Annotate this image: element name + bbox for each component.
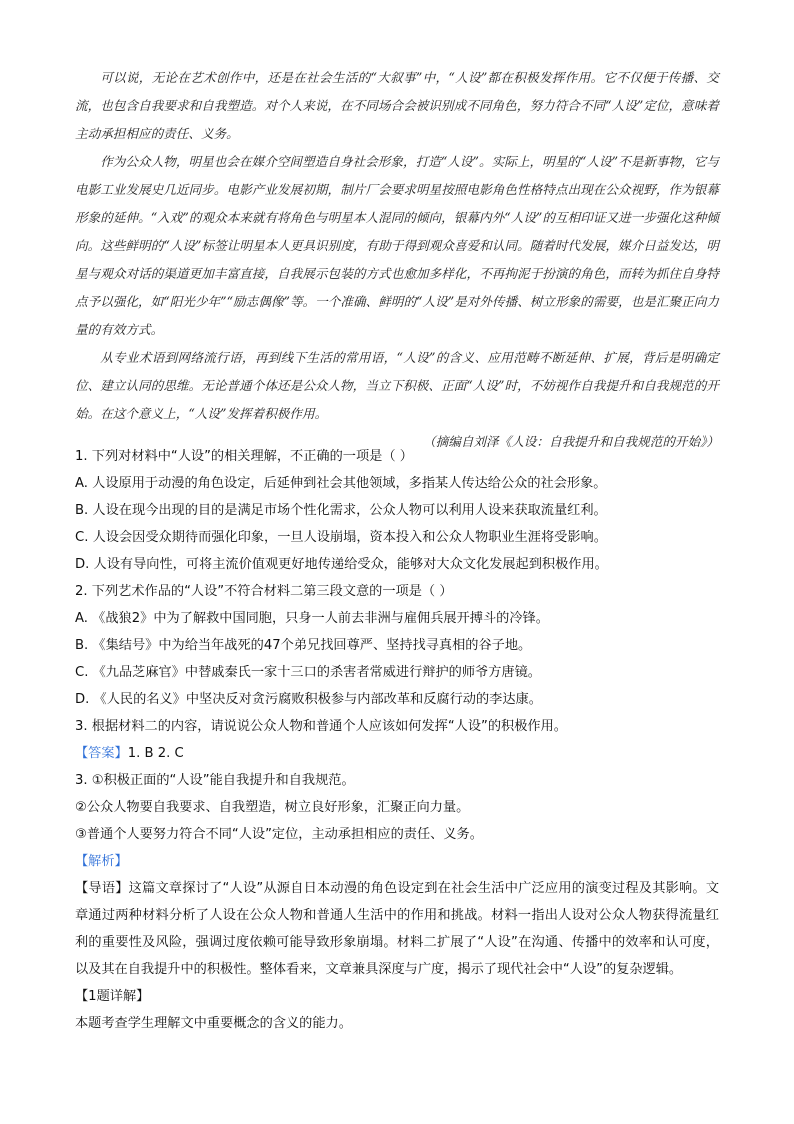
passage-source: （摘编自刘泽《人设：自我提升和自我规范的开始》）	[423, 434, 719, 449]
question-2-option-c: C. 《九品芝麻官》中替戚秦氏一家十三口的杀害者常威进行辩护的师爷方唐镜。	[75, 665, 541, 680]
question-3-stem: 3. 根据材料二的内容，请说说公众人物和普通个人应该如何发挥“人设”的积极作用。	[75, 719, 567, 734]
passage-paragraph-2: 作为公众人物，明星也会在媒介空间塑造自身社会形象，打造“人设”。实际上，明星的“人设”不是新事物，它与电影工业发展史几近同步。电影产业发展初期，制片厂会要求明星按照电影角色性格特点出现在公众视野，作为银幕形象的延伸。“入戏”的观众本来就有将角色与明星本人混同的倾向，银幕内外“人设”的互相印证又进一步强化这种倾向。这些鲜明的“人设”标签让明星本人更具识别度，有助于得到观众喜爱和认同。随着时代发展，媒介日益发达，明星与观众对话的渠道更加丰富直接，自我展示包装的方式也愈加多样化，不再拘泥于扮演的角色，而转为抓住自身特点予以强化，如“阳光少年”“励志偶像”等。一个准确、鲜明的“人设”是对外传播、树立形象的需要，也是汇聚正向力量的有效方式。	[75, 154, 719, 337]
question-1-option-b: B. 人设在现今出现的目的是满足市场个性化需求，公众人物可以利用人设来获取流量红利。	[75, 503, 607, 518]
answer-point-2: ②公众人物要自我要求、自我塑造，树立良好形象，汇聚正向力量。	[75, 800, 470, 815]
analysis-tag: 【解析】	[75, 854, 128, 869]
question-2-stem: 2. 下列艺术作品的“人设”不符合材料二第三段文意的一项是（ ）	[75, 584, 453, 599]
question-1-option-d: D. 人设有导向性，可将主流价值观更好地传递给受众，能够对大众文化发展起到积极作用。	[75, 557, 608, 572]
question-1-option-c: C. 人设会因受众期待而强化印象，一旦人设崩塌，资本投入和公众人物职业生涯将受影响。	[75, 530, 607, 545]
answer-point-1: 3. ①积极正面的“人设”能自我提升和自我规范。	[75, 773, 355, 788]
guide-text: 这篇文章探讨了“人设”从源自日本动漫的角色设定到在社会生活中广泛应用的演变过程及其影响。文章通过两种材料分析了人设在公众人物和普通人生活中的作用和挑战。材料一指出人设对公众人物获得流量红利的重要性及风险，强调过度依赖可能导致形象崩塌。材料二扩展了“人设”在沟通、传播中的效率和认可度，以及其在自我提升中的积极性。整体看来，文章兼具深度与广度，揭示了现代社会中“人设”的复杂逻辑。	[75, 881, 720, 977]
detail-heading: 【1题详解】	[75, 989, 150, 1004]
detail-text: 本题考查学生理解文中重要概念的含义的能力。	[75, 1016, 352, 1031]
guide-paragraph	[75, 875, 719, 983]
reading-passage	[75, 64, 719, 456]
answer-line	[75, 740, 719, 767]
analysis-heading	[75, 848, 719, 875]
passage-paragraph-1: 可以说，无论在艺术创作中，还是在社会生活的“大叙事”中，“人设”都在积极发挥作用。它不仅便于传播、交流，也包含自我要求和自我塑造。对个人来说，在不同场合会被识别成不同角色，努力符合不同“人设”定位，意味着主动承担相应的责任、义务。	[75, 70, 719, 141]
question-2-option-a: A. 《战狼2》中为了解救中国同胞，只身一人前去非洲与雇佣兵展开搏斗的冷锋。	[75, 611, 549, 626]
passage-paragraph-3: 从专业术语到网络流行语，再到线下生活的常用语，“人设”的含义、应用范畴不断延伸、扩展，背后是明确定位、建立认同的思维。无论普通个体还是公众人物，当立下积极、正面“人设”时，不妨视作自我提升和自我规范的开始。在这个意义上，“人设”发挥着积极作用。	[75, 350, 719, 421]
answer-point-3: ③普通个人要努力符合不同“人设”定位，主动承担相应的责任、义务。	[75, 827, 483, 842]
question-2-option-b: B. 《集结号》中为给当年战死的47个弟兄找回尊严、坚持找寻真相的谷子地。	[75, 638, 532, 653]
answer-tag: 【答案】	[75, 746, 128, 761]
question-1-stem: 1. 下列对材料中“人设”的相关理解，不正确的一项是（ ）	[75, 449, 413, 464]
guide-tag: 【导语】	[75, 881, 129, 896]
question-1-option-a: A. 人设原用于动漫的角色设定，后延伸到社会其他领域，多指某人传达给公众的社会形象。	[75, 476, 607, 491]
question-2-option-d: D. 《人民的名义》中坚决反对贪污腐败积极参与内部改革和反腐行动的李达康。	[75, 692, 542, 707]
questions-and-answers	[75, 443, 719, 1037]
answer-choices: 1. B 2. C	[127, 746, 184, 761]
